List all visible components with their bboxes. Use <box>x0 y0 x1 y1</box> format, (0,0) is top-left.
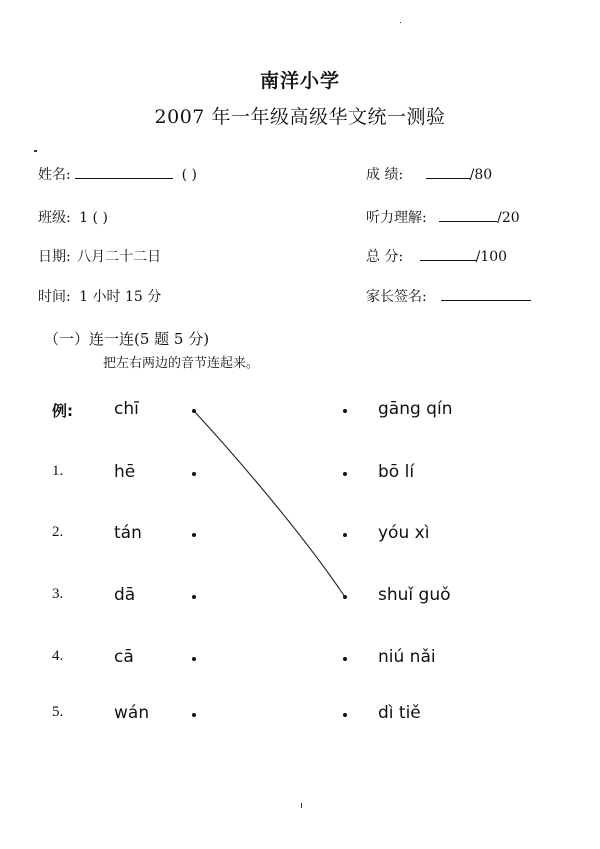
name-label: 姓名: <box>38 167 71 183</box>
row-label: 3. <box>52 586 64 602</box>
date-label: 日期: <box>38 249 71 265</box>
left-syllable: dā <box>114 585 136 605</box>
row-label: 5. <box>52 704 64 720</box>
class-label: 班级: <box>38 210 71 226</box>
date-value: 八月二十二日 <box>77 249 162 265</box>
score-label: 成 绩: <box>366 167 404 183</box>
right-syllable: niú nǎi <box>378 647 436 667</box>
left-syllable: tán <box>114 523 142 543</box>
right-syllable: yóu xì <box>378 523 430 543</box>
time-label: 时间: <box>38 289 71 305</box>
row-label: 4. <box>52 648 64 664</box>
right-syllable: shuǐ guǒ <box>378 585 451 605</box>
row-label: 2. <box>52 524 64 540</box>
exam-title: 2007 年一年级高级华文统一测验 <box>154 106 446 128</box>
section-heading: （一）连一连(5 题 5 分) <box>44 330 210 348</box>
name-paren: ( ) <box>181 167 197 183</box>
left-syllable: chī <box>114 399 139 419</box>
right-syllable: dì tiě <box>378 703 421 723</box>
scan-speck <box>400 22 401 23</box>
right-syllable: bō lí <box>378 462 415 482</box>
right-syllable: gāng qín <box>378 399 453 419</box>
scan-speck <box>34 150 37 152</box>
listening-label: 听力理解: <box>366 210 427 226</box>
listening-total: /20 <box>497 210 520 226</box>
total-label: 总 分: <box>366 249 404 265</box>
class-value: 1 ( ) <box>79 210 108 226</box>
school-name: 南洋小学 <box>259 70 340 92</box>
section-instruction: 把左右两边的音节连起来。 <box>103 356 260 371</box>
total-total: /100 <box>475 249 508 265</box>
left-syllable: hē <box>114 462 136 482</box>
row-label: 例: <box>52 402 73 420</box>
left-syllable: wán <box>114 703 150 723</box>
score-total: /80 <box>469 167 493 183</box>
row-label: 1. <box>52 463 64 479</box>
left-syllable: cā <box>114 647 134 667</box>
parent-signature-label: 家长签名: <box>366 289 427 305</box>
scan-speck <box>301 803 302 808</box>
time-value: 1 小时 15 分 <box>79 289 162 305</box>
